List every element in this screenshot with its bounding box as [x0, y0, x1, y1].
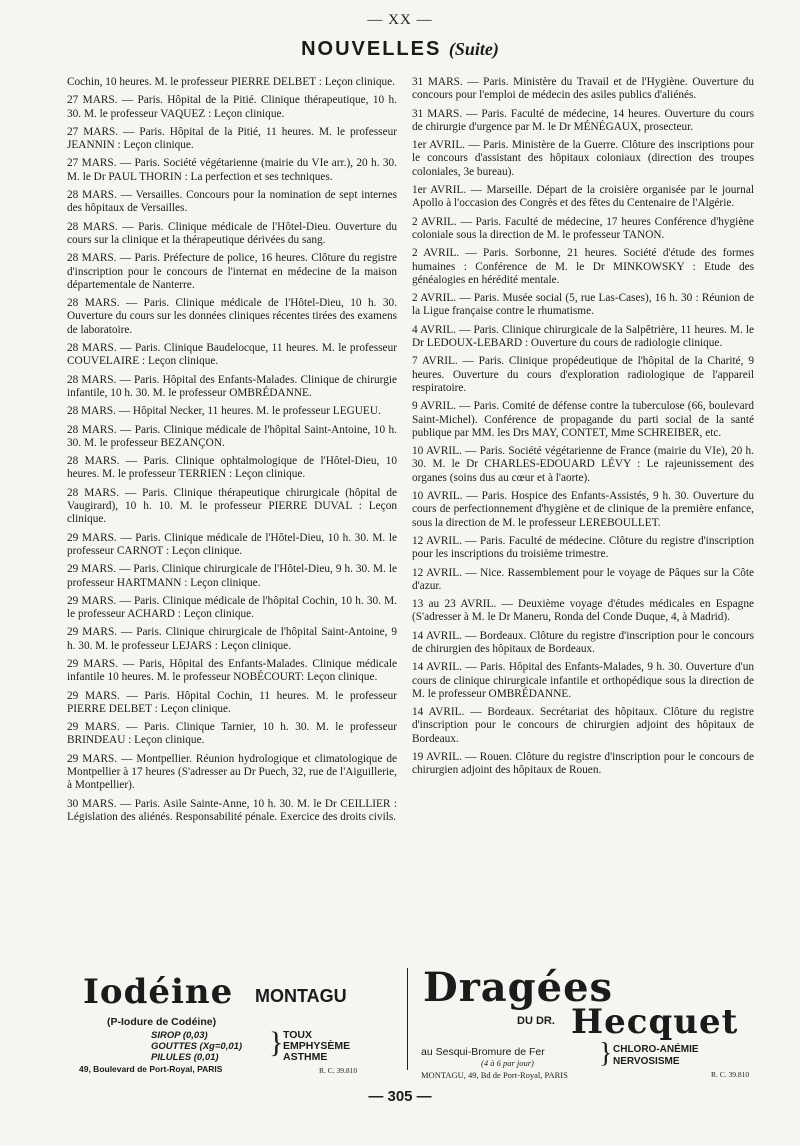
news-entry: 9 AVRIL. — Paris. Comité de défense contre la tuberculose (66, boulevard Saint-Michel). Conférence de propagande du parti social de la santé publique par MM. les Drs MAY, CONTET, Mme SCHREIBER, etc. — [412, 400, 754, 439]
news-entry: 2 AVRIL. — Paris. Sorbonne, 21 heures. Société d'étude des formes humaines : Conférence de M. le Dr MINKOWSKY : Etude des généalogies en hérédité mentale. — [412, 247, 754, 286]
form-sirop: SIROP (0,03) — [151, 1030, 208, 1041]
form-gouttes: GOUTTES (Xg=0,01) — [151, 1041, 243, 1052]
news-entry: 28 MARS. — Paris. Clinique médicale de l'Hôtel-Dieu. Ouverture du cours sur la clinique et la thérapeutique dérivées du sang. — [67, 220, 397, 246]
indication-toux: TOUX — [283, 1029, 312, 1041]
ad-divider — [407, 968, 408, 1070]
dragees-address: MONTAGU, 49, Bd de Port-Royal, PARIS — [421, 1070, 568, 1080]
news-entry: 12 AVRIL. — Paris. Faculté de médecine. Clôture du registre d'inscription pour les inscriptions du troisième trimestre. — [412, 534, 754, 561]
news-entry: 10 AVRIL. — Paris. Hospice des Enfants-Assistés, 9 h. 30. Ouverture du cours de perfectionnement d'hygiène et de clinique de la première enfance, sous la direction de M. le professeur LEREBOULLET. — [412, 490, 754, 529]
news-entry: 27 MARS. — Paris. Hôpital de la Pitié. Clinique thérapeutique, 10 h. 30. M. le professeur VAQUEZ : Leçon clinique. — [67, 94, 397, 120]
indication-emphyseme: EMPHYSÈME — [283, 1040, 351, 1052]
indication-chloro-anemie: CHLORO-ANÉMIE — [613, 1044, 699, 1055]
news-entry: 19 AVRIL. — Rouen. Clôture du registre d'inscription pour le concours de chirurgien adjoint des hôpitaux de Rouen. — [412, 751, 754, 777]
news-entry: 29 MARS. — Paris. Clinique chirurgicale de l'Hôtel-Dieu, 9 h. 30. M. le professeur HARTMANN : Leçon clinique. — [67, 563, 397, 589]
brace-glyph: } — [269, 1026, 284, 1059]
iodeine-indications — [283, 1030, 350, 1063]
news-entry: 27 MARS. — Paris. Hôpital de la Pitié, 11 heures. M. le professeur JEANNIN : Leçon clinique. — [67, 125, 397, 152]
iodeine-address: 49, Boulevard de Port-Royal, PARIS — [79, 1064, 223, 1074]
news-entry: 2 AVRIL. — Paris. Musée social (5, rue Las-Cases), 16 h. 30 : Réunion de la Ligue française contre le rhumatisme. — [412, 292, 754, 318]
iodeine-subtitle: (P-Iodure de Codéine) — [107, 1016, 217, 1028]
news-entry: 29 MARS. — Paris. Clinique chirurgicale de l'hôpital Saint-Antoine, 9 h. 30. M. le professeur LEJARS : Leçon clinique. — [67, 626, 397, 652]
news-entry: 27 MARS. — Paris. Société végétarienne (mairie du VIe arr.), 20 h. 30. M. le Dr PAUL THORIN : La perfection et ses techniques. — [67, 157, 397, 183]
news-entry: 29 MARS. — Paris. Hôpital Cochin, 11 heures. M. le professeur PIERRE DELBET : Leçon clinique. — [67, 689, 397, 715]
iodeine-advertisement — [67, 966, 387, 1074]
left-column — [67, 76, 397, 829]
hecquet-name: Hecquet — [571, 1002, 739, 1042]
iodeine-brand: Iodéine — [83, 972, 234, 1012]
news-entry: 28 MARS. — Paris. Préfecture de police, 16 heures. Clôture du registre d'inscription pour le concours de l'internat en médecine de la maison départementale de Nanterre. — [67, 252, 397, 291]
news-entry: 13 au 23 AVRIL. — Deuxième voyage d'études médicales en Espagne (S'adresser à M. le Dr Maneru, Ronda del Conde Duque, 4, à Madrid). — [412, 598, 754, 624]
news-entry: 12 AVRIL. — Nice. Rassemblement pour le voyage de Pâques sur la Côte d'azur. — [412, 566, 754, 592]
du-dr-label: DU DR. — [517, 1015, 555, 1027]
news-entry: 28 MARS. — Versailles. Concours pour la nomination de sept internes des hôpitaux de Versailles. — [67, 189, 397, 215]
news-entry: 28 MARS. — Hôpital Necker, 11 heures. M. le professeur LEGUEU. — [67, 405, 381, 418]
roman-page-number: — XX — — [367, 12, 433, 28]
advertisements — [67, 964, 753, 1080]
news-entry: 14 AVRIL. — Bordeaux. Clôture du registre d'inscription pour le concours de chirurgien des hôpitaux de Bordeaux. — [412, 629, 754, 655]
news-entry: 29 MARS. — Paris. Clinique Tarnier, 10 h. 30. M. le professeur BRINDEAU : Leçon clinique. — [67, 721, 397, 747]
news-entry: 1er AVRIL. — Paris. Ministère de la Guerre. Clôture des inscriptions pour le concours d'assistant des hôpitaux coloniaux (direction des troupes coloniales, 3e bureau). — [412, 139, 754, 178]
news-entry: 28 MARS. — Paris. Clinique ophtalmologique de l'Hôtel-Dieu, 10 heures. M. le professeur TERRIEN : Leçon clinique. — [67, 455, 397, 481]
news-entry: 31 MARS. — Paris. Ministère du Travail et de l'Hygiène. Ouverture du concours pour l'emploi de médecin des asiles publics d'aliénés. — [412, 76, 754, 102]
news-entry: 29 MARS. — Paris. Clinique médicale de l'Hôtel-Dieu, 10 h. 30. M. le professeur CARNOT : Leçon clinique. — [67, 531, 397, 557]
news-entry: 28 MARS. — Paris. Hôpital des Enfants-Malades. Clinique de chirurgie infantile, 10 h. 30. M. le professeur OMBRÉDANNE. — [67, 373, 397, 399]
news-entry: 29 MARS. — Montpellier. Réunion hydrologique et climatologique de Montpellier à 17 heures (S'adresser au Dr Puech, 32, rue de l'Aiguillerie, à Montpellier). — [67, 752, 397, 792]
dragees-brand: Dragées — [423, 964, 614, 1011]
dragees-advertisement — [421, 964, 753, 1080]
news-entry: 2 AVRIL. — Paris. Faculté de médecine, 17 heures Conférence d'hygiène coloniale sous la direction de M. le professeur TANON. — [412, 215, 754, 241]
iodeine-ref: R. C. 39.810 — [319, 1066, 358, 1075]
news-entry: 14 AVRIL. — Bordeaux. Secrétariat des hôpitaux. Clôture du registre d'inscription pour le concours de chirurgien adjoint des hôpitaux de Bordeaux. — [412, 706, 754, 745]
news-entry: 4 AVRIL. — Paris. Clinique chirurgicale de la Salpêtrière, 11 heures. M. le Dr LEDOUX-LEBARD : Ouverture du cours de radiologie clinique. — [412, 323, 754, 350]
news-entry: 10 AVRIL. — Paris. Société végétarienne de France (mairie du VIe), 20 h. 30. M. le Dr CHARLES-EDOUARD LÉVY : Le rajeunissement des organes (soins dus au cœur et à l'aorte). — [412, 445, 754, 484]
title-suite: (Suite) — [448, 39, 499, 59]
dragees-dose: (4 à 6 par jour) — [481, 1058, 534, 1068]
news-entry: 31 MARS. — Paris. Faculté de médecine, 14 heures. Ouverture du cours de chirurgie d'urgence par M. le Dr MÉNÉGAUX, prosecteur. — [412, 107, 754, 133]
dragees-ref: R. C. 39.810 — [711, 1070, 750, 1079]
title-text: NOUVELLES — [301, 38, 442, 60]
page-number: — 305 — — [368, 1088, 432, 1105]
section-title — [0, 38, 800, 61]
news-entry: 28 MARS. — Paris. Clinique Baudelocque, 11 heures. M. le professeur COUVELAIRE : Leçon clinique. — [67, 342, 397, 368]
news-entry: 29 MARS. — Paris, Hôpital des Enfants-Malades. Clinique médicale infantile 10 heures. M. le professeur NOBÉCOURT: Leçon clinique. — [67, 657, 397, 684]
right-column — [412, 76, 754, 783]
montagu-maker: MONTAGU — [255, 986, 347, 1006]
news-entry: Cochin, 10 heures. M. le professeur PIERRE DELBET : Leçon clinique. — [67, 76, 395, 88]
news-entry: 14 AVRIL. — Paris. Hôpital des Enfants-Malades, 9 h. 30. Ouverture d'un cours de clinique chirurgicale infantile et orthopédique sous la direction de M. le professeur OMBRÉDANNE. — [412, 661, 754, 700]
brace-glyph: } — [599, 1038, 613, 1069]
dragees-formula: au Sesqui-Bromure de Fer — [421, 1046, 545, 1058]
dosage-forms — [151, 1030, 242, 1063]
news-entry: 1er AVRIL. — Marseille. Départ de la croisière organisée par le journal Apollo à l'occasion des Congrès et des fêtes du Centenaire de l'Algérie. — [412, 184, 754, 210]
news-entry: 29 MARS. — Paris. Clinique médicale de l'hôpital Cochin, 10 h. 30. M. le professeur ACHARD : Leçon clinique. — [67, 594, 397, 621]
news-entry: 28 MARS. — Paris. Clinique médicale de l'Hôtel-Dieu, 10 h. 30. Ouverture du cours sur les données cliniques récentes tirées des examens de laboratoire. — [67, 297, 398, 336]
indication-nervosisme: NERVOSISME — [613, 1055, 680, 1067]
news-entry: 30 MARS. — Paris. Asile Sainte-Anne, 10 h. 30. M. le Dr CEILLIER : Législation des aliénés. Responsabilité pénale. Exercice des droits civils. — [67, 797, 397, 823]
news-entry: 28 MARS. — Paris. Clinique médicale de l'hôpital Saint-Antoine, 10 h. 30. M. le professeur BEZANÇON. — [67, 423, 397, 449]
form-pilules: PILULES (0,01) — [151, 1052, 219, 1063]
news-entry: 28 MARS. — Paris. Clinique thérapeutique chirurgicale (hôpital de Vaugirard), 10 h. 10. M. le professeur PIERRE DUVAL : Leçon clinique. — [67, 486, 397, 526]
dragees-indications — [613, 1044, 699, 1067]
indication-asthme: ASTHME — [283, 1051, 328, 1063]
news-entry: 7 AVRIL. — Paris. Clinique propédeutique de l'hôpital de la Charité, 9 heures. Ouverture du cours d'exploration radiologique de l'appareil respiratoire. — [412, 355, 754, 394]
